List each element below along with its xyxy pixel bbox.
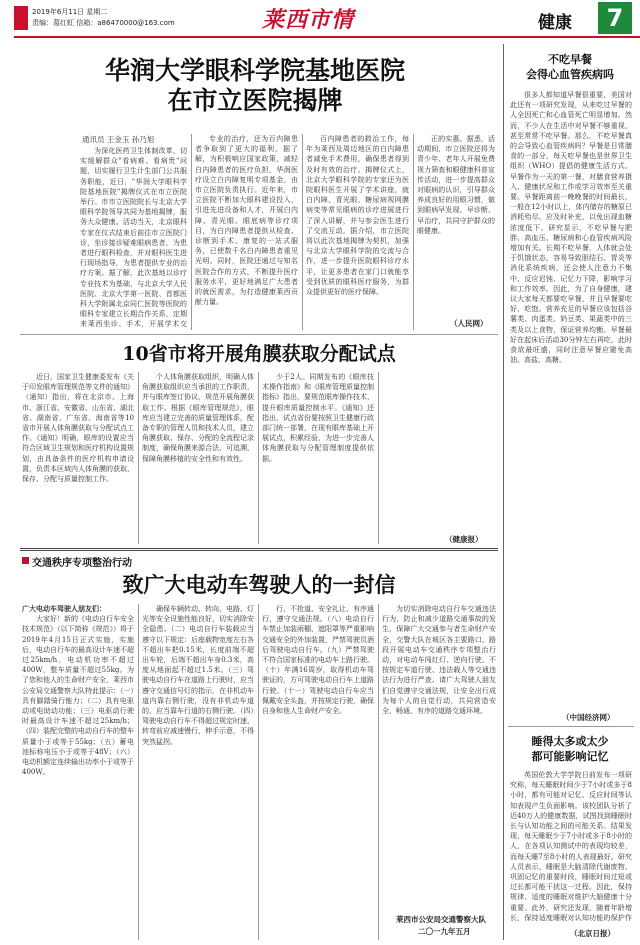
- side2-title-line1: 睡得太多或太少: [531, 735, 609, 748]
- kicker-square-icon: [22, 557, 29, 564]
- article1-col4: [417, 134, 495, 314]
- article1-divider3: [413, 134, 414, 330]
- article1-title: [20, 56, 490, 116]
- article1-title-line2: 在市立医院揭牌: [167, 86, 343, 115]
- side2-body: [510, 770, 632, 924]
- article3-salutation: 广大电动车驾驶人朋友们：: [22, 604, 106, 613]
- article3-col2-text: 确保车辆转动、转向、电路、灯光等安全设施性能良好，切实消除安全隐患。（二）电动自行车装载应当遵守以下规定：后座载物宽度左右各不超出车把0.15米，长度前端不超出车轮，后端不超出车身0.3米，高度从地面起不超过1.5米。（三）驾驶电动自行车在道路上行驶时，应当遵守交通信号灯的指示，在非机动车道内靠右侧行驶，没有非机动车道的，应当靠车行道的右侧行驶。（四）驾驶电动自行车不得超过规定时速，转弯前应减速慢行，伸手示意，不得突然猛拐。: [142, 605, 254, 746]
- side2-source: （北京日报）: [570, 929, 615, 938]
- article1-divider1: [191, 134, 192, 330]
- article2-col2-text: 个人体角膜获取组织，明确人体角膜获取组织应当承担的工作职责，并与眼库签订协议，规范开展角膜获取工作。根据《眼库管理规范》，眼库应当建立完善的质量管理体系，配备专职的管理人员和技术人员，建立角膜获取、保存、分配的全流程记录制度，确保角膜来源合法、可追溯，保障角膜移植的安全性和有效性。: [142, 373, 254, 463]
- article2-divider1: [138, 372, 139, 544]
- side2-body-text: 英国伦敦大学学院日前发布一项研究称，每天睡眠时间少于7小时或多于8小时，都有可能对记忆、反应时间等认知表现产生负面影响。该校团队分析了近40万人的健康数据，试图找到睡眠时长与认知功能之间的可能关系。结果发现，每天睡眠少于7小时或多于8小时的人，在各项认知测试中的表现均较差，而每天睡7至8小时的人表现最好。研究人员表示，睡眠是大脑清除代谢废物、巩固记忆的重要时段，睡眠时间过短或过长都可能干扰这一过程。因此，保持规律、适度的睡眠对维护大脑健康十分重要。此外，研究还发现，随着年龄增长，保持适度睡眠对认知功能的保护作: [510, 771, 632, 922]
- article2-col3-text: 少于2人。同期发布的《眼库技术操作指南》和《眼库管理质量控制指标》指出，要规范眼库操作技术，提升眼库质量控制水平。《通知》还指出，试点省份要按照卫生健康行政部门统一部署，在现有眼库基础上开展试点，积累经验，为进一步完善人体角膜获取与分配管理制度提供依据。: [262, 373, 374, 463]
- article3-divider2: [258, 604, 259, 940]
- article2-col1-text: 近日，国家卫生健康委发布《关于印发眼库管理规范等文件的通知》（通知）指出，将在北京市、上海市、浙江省、安徽省、山东省、湖北省、湖南省、广东省、海南省等10省市开展人体角膜获取与分配试点工作。《通知》明确，眼库的设置应当符合区域卫生规划和医疗机构设置规划，由具备条件的医疗机构申请设置，负责本区域内人体角膜的获取、保存、分配与质量控制工作。: [22, 373, 134, 484]
- article3-col3-text: 行、不抢道、安全礼让、有序通行，遵守交通法规。（八）电动自行车禁止加装雨棚、遮阳罩等严重影响交通安全的外加装置，严禁驾驶员酒后驾驶电动自行车。（九）严禁驾驶不符合国家标准的电动车上路行驶。（十）年满16周岁，取得机动车驾驶证的，方可驾驶电动自行车上道路行驶。（十一）驾驶电动自行车应当佩戴安全头盔，并按规定行驶，确保自身和他人生命财产安全。: [262, 605, 374, 716]
- sidebar-divider: [503, 44, 504, 940]
- article2-source: （健康报）: [445, 535, 483, 544]
- page-number: 7: [598, 2, 632, 34]
- side1-body: [510, 90, 632, 700]
- article3-divider3: [378, 604, 379, 940]
- newspaper-logo-mark: [14, 6, 28, 30]
- article3-divider1: [138, 604, 139, 940]
- section-divider-2: [20, 548, 498, 551]
- article3-signature-org: 莱西市公安局交通警察大队: [396, 915, 486, 924]
- header-rule: [14, 36, 640, 38]
- article1-col1: [80, 146, 187, 328]
- article3-signature-date: 二〇一九年五月: [418, 927, 471, 936]
- sidebar-section-divider: [508, 726, 634, 727]
- page-header: [0, 0, 640, 38]
- article1-col2-text: 专业的治疗，还为百内障患者争取到了更大的福利。据了解，为积极响应国家政策，减轻白内障患者的医疗负担，华润医疗设立白内障复明专项基金，由市立医院负责执行。近年来，市立医院不断加大眼科建设投入，引进先进设备和人才，开展白内障、青光眼、眼底病等诊疗项目，为白内障患者提供从检查、诊断到手术、康复的一站式服务，已使数千名白内障患者重见光明。同时，医院还通过与知名医院合作的方式，不断提升医疗服务水平，更好地满足广大患者的就医需求，为打造健康莱西贡献力量。: [195, 135, 298, 307]
- article3-col4: [382, 604, 496, 910]
- article1-source: （人民网）: [450, 319, 488, 328]
- article1-col3-text: 百内障患者的救治工作，每年为莱西及周边地区的白内障患者减免手术费用，确保患者得到及时有效的治疗。揭牌仪式上，北京大学眼科学院的专家还为医院眼科医生开展了学术讲座，就白内障、青光眼、糖尿病视网膜病变等常见眼病的诊疗进展进行了深入讲解，并与参会医生进行了交流互动。据介绍，市立医院将以此次基地揭牌为契机，加强与北京大学眼科学院的交流与合作，进一步提升医院眼科诊疗水平，让更多患者在家门口就能享受到优质的眼科医疗服务，为群众提供更好的医疗保障。: [306, 135, 409, 297]
- article3-col3: [262, 604, 374, 940]
- article2-divider3: [378, 372, 379, 544]
- side1-title-line2: 会得心血管疾病吗: [526, 68, 614, 81]
- article3-col4-text: 为切实消除电动自行车交通违法行为，防止和减少道路交通事故的发生，保障广大交通参与者生命财产安全，交警大队在城区各主要路口、路段开展电动车交通秩序专项整治行动，对电动车闯红灯、逆向行驶、不按规定车道行驶、违法载人等交通违法行为进行严查。请广大驾驶人朋友们自觉遵守交通法规，让安全出行成为每个人的自觉行动，共同营造安全、畅通、有序的道路交通环境。: [382, 605, 496, 716]
- article3-col1-text: 大家好！新的《电动自行车安全技术规范》（以下简称《规范》）将于2019年4月15日正式实施，实施后，电动自行车的最高设计车速不超过25km/h，电动机功率不超过400W，整车质量不超过55kg。为了您和他人的生命财产安全，莱西市公安局交通警察大队特此提示：（一）具有脚踏骑行能力；（二）具有电驱动或电助动功能；（三）电驱动行驶时最高设计车速不超过25km/h；（四）装配完整的电动自行车的整车质量小于或等于55kg；（五）蓄电池标称电压小于或等于48V；（六）电动机额定连续输出功率小于或等于400W。: [22, 615, 134, 777]
- article3-kicker: 交通秩序专项整治行动: [32, 558, 132, 569]
- side1-title-line1: 不吃早餐: [548, 53, 592, 66]
- editor-info: 责编：葛红虹 信箱：a86470000@163.com: [32, 19, 175, 27]
- article3-col2: [142, 604, 254, 940]
- article1-col4-text: 正的实惠。据悉，活动期间，市立医院还将为青少年、老年人开展免费视力筛查和眼健康科普宣传活动，进一步提高群众对眼病的认识，引导群众养成良好的用眼习惯，做到眼病早发现、早诊断、早治疗，共同守护群众的眼健康。: [417, 135, 495, 235]
- article1-divider2: [302, 134, 303, 330]
- article3-title: 致广大电动车驾驶人的一封信: [122, 572, 396, 597]
- issue-date: 2019年6月11日 星期二: [32, 8, 108, 16]
- article1-byline: 通讯员 王金玉 孙乃旭: [82, 135, 155, 144]
- side2-title: [508, 734, 632, 764]
- article2-col3: [262, 372, 374, 542]
- article2-title: 10省市将开展角膜获取分配试点: [122, 343, 396, 365]
- side1-title: [508, 52, 632, 82]
- article1-col1-text: 为深化医药卫生体制改革，切实缓解群众"看病难、看病贵"问题，切实履行卫生计生部门公共服务职能，近日，"华润大学眼科学院基地医院"揭牌仪式在市立医院举行。市市立医院院长与北京大学眼科学院领导共同为基地揭牌，服务大众健康。活动当天，北京眼科专家在仪式结束后前往市立医院门诊，坐诊接诊疑难眼病患者，为患者进行眼科检查，并对眼科医生进行现场指导，为患者提供专业的治疗方案。据了解，此次基地以诊疗专业技术为基础，与北京大学人民医院、北京大学第一医院、首都医科大学附属北京同仁医院等医院的眼科专家建立长期合作关系，定期来莱西坐诊、手术，开展学术交: [80, 147, 187, 328]
- section-name: 健康: [538, 13, 572, 33]
- article2-divider2: [258, 372, 259, 544]
- section-divider-1: [20, 334, 498, 335]
- article1-col2: [195, 134, 298, 328]
- article2-col2: [142, 372, 254, 542]
- side1-source: （中国经济网）: [562, 713, 615, 722]
- article1-col3: [306, 134, 409, 328]
- article3-col1: [22, 604, 134, 940]
- side1-body-text: 很多人都知道早餐很重要，美国对此还有一项研究发现，从来吃过早餐的人全因死亡和心血管死亡明显增加。然而，不少人在生活中对早餐不够重视，甚至常常不吃早餐。那么，不吃早餐真的会导致心血管疾病吗？早餐是日常膳食的一部分，每天吃早餐也是世界卫生组织（WHO）提倡的健康生活方式。早餐作为一天的第一餐，对膳食营养摄入、健康状况和工作或学习效率至关重要。早餐距离前一晚晚餐的时间最长，一般在12小时以上，体内储存的糖原已消耗殆尽，应及时补充，以免出现血糖浓度低下。研究显示，不吃早餐与肥胖、高血压、糖尿病和心血管疾病风险增加有关。长期不吃早餐，人体就会处于饥饿状态，容易导致胆结石、胃炎等消化系统疾病，还会使人注意力不集中、反应迟钝、记忆力下降，影响学习和工作效率。因此，为了自身健康，建议大家每天都要吃早餐，并且早餐要吃好、吃饱。营养充足的早餐应该包括谷薯类、肉蛋类、奶豆类、果蔬类中的三类及以上食物，保证营养均衡。早餐最好在起床后活动30分钟左右再吃，此时食欲最旺盛，同时注意早餐应避免高油、高盐、高糖。: [510, 91, 632, 365]
- side2-title-line2: 都可能影响记忆: [531, 750, 609, 763]
- article2-col1: [22, 372, 134, 542]
- article1-title-line1: 华润大学眼科学院基地医院: [104, 56, 405, 85]
- masthead: 莱西市情: [262, 7, 355, 33]
